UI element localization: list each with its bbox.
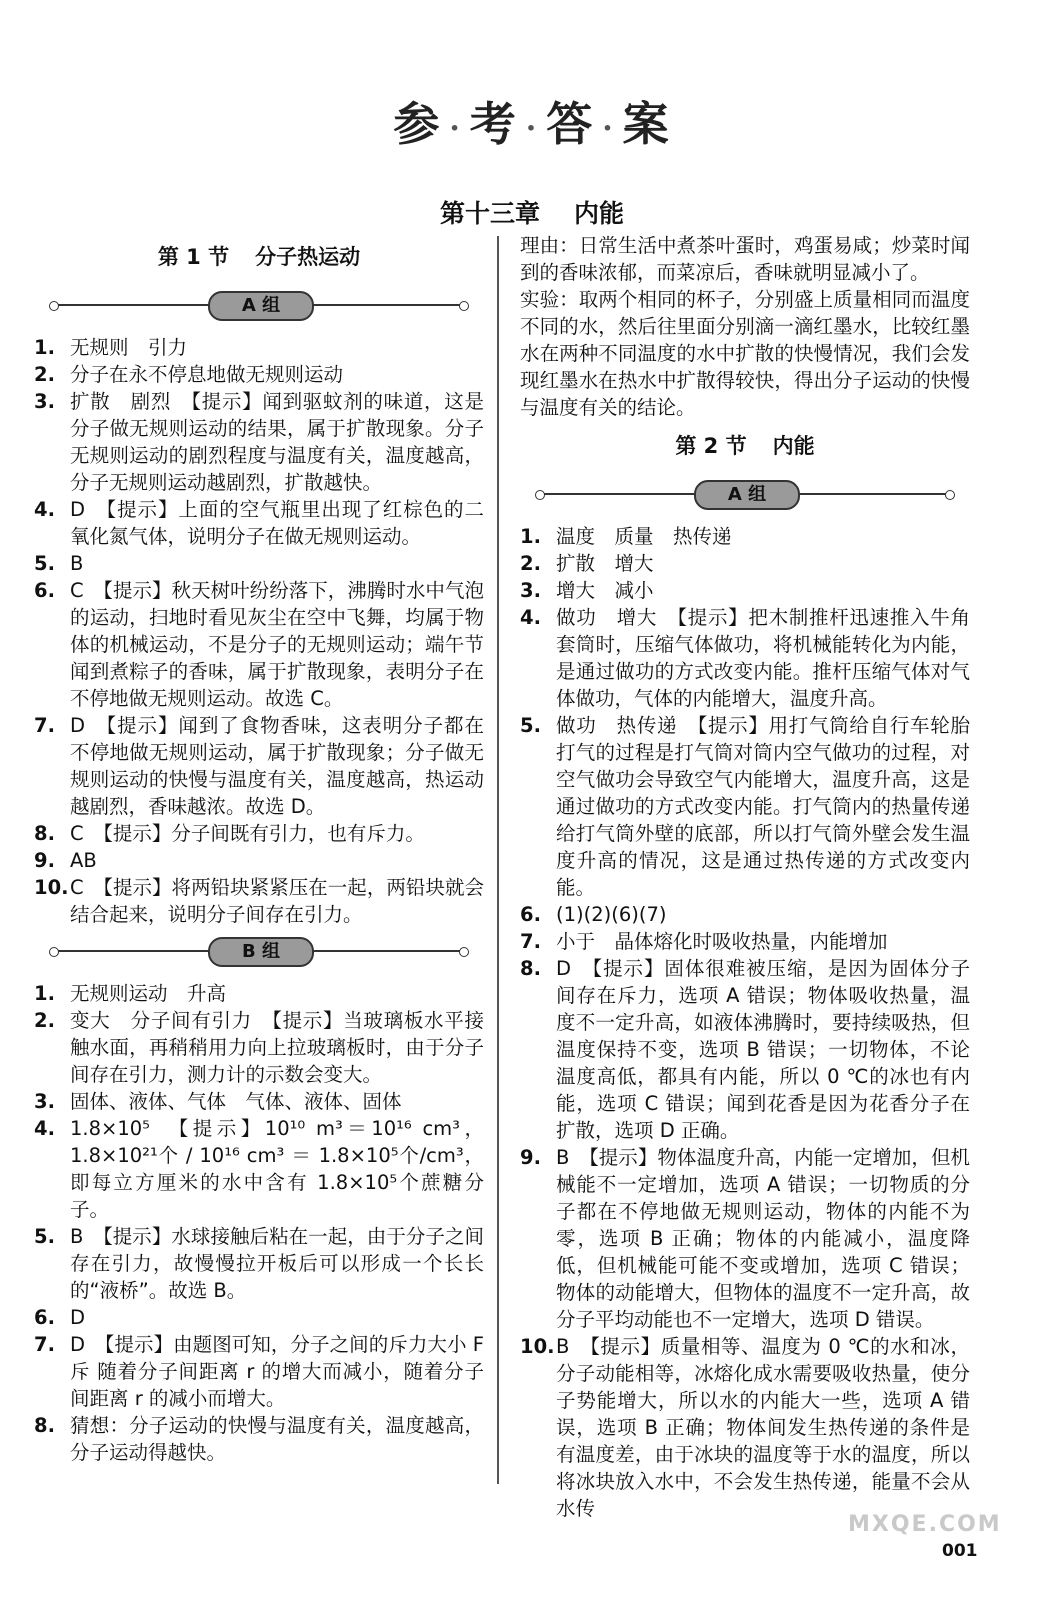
chapter-number: 第十三章 <box>439 199 540 228</box>
right-column <box>520 232 970 1522</box>
watermark: MXQE.COM <box>848 1512 1002 1537</box>
answer-number: 7. <box>520 930 541 953</box>
answer-text: 扩散 增大 <box>556 552 654 575</box>
answer-number: 10. <box>520 1335 555 1358</box>
answer-number: 6. <box>520 903 541 926</box>
answer-number: 7. <box>34 714 55 737</box>
answer-number: 5. <box>34 1225 55 1248</box>
answer-number: 4. <box>34 1117 55 1140</box>
group-label: A 组 <box>694 480 800 510</box>
answer-number: 9. <box>34 849 55 872</box>
answer-item <box>34 577 484 712</box>
group-b-divider <box>34 928 484 972</box>
answer-text: 分子在永不停息地做无规则运动 <box>70 363 344 386</box>
answer-text: C 【提示】分子间既有引力，也有斥力。 <box>70 822 425 845</box>
answer-text: B <box>70 552 84 575</box>
answer-item <box>520 550 970 577</box>
answer-item <box>34 388 484 496</box>
column-divider <box>497 236 499 1484</box>
section-number: 第 2 节 <box>675 434 747 458</box>
answer-number: 3. <box>34 1090 55 1113</box>
answer-number: 3. <box>520 579 541 602</box>
answer-continuation: 实验：取两个相同的杯子，分别盛上质量相同而温度不同的水，然后往里面分别滴一滴红墨水，比较红墨水在两种不同温度的水中扩散的快慢情况，我们会发现红墨水在热水中扩散得较快，得出分子运动的快慢与温度有关的结论。 <box>520 288 970 419</box>
answer-item <box>520 1333 970 1522</box>
answer-text: D 【提示】闻到了食物香味，这表明分子都在不停地做无规则运动，属于扩散现象；分子做无规则运动的快慢与温度有关，温度越高，热运动越剧烈，香味越浓。故选 D。 <box>70 714 484 818</box>
answer-number: 4. <box>34 498 55 521</box>
section-2-heading <box>520 421 970 471</box>
answer-text: C 【提示】秋天树叶纷纷落下，沸腾时水中气泡的运动，扫地时看见灰尘在空中飞舞，均属于物体的机械运动，不是分子的无规则运动；端午节闻到煮粽子的香味，属于扩散现象，表明分子在不停地做无规则运动。故选 C。 <box>70 579 484 710</box>
banner-char: 答 <box>546 97 595 151</box>
answer-text: 变大 分子间有引力 【提示】当玻璃板水平接触水面，再稍稍用力向上拉玻璃板时，由于分子间存在引力，测力计的示数会变大。 <box>70 1009 484 1086</box>
answer-item <box>520 577 970 604</box>
answer-number: 8. <box>34 1414 55 1437</box>
answer-number: 8. <box>34 822 55 845</box>
banner-char: 案 <box>622 97 671 151</box>
answer-item <box>34 1223 484 1304</box>
answer-text: 无规则运动 升高 <box>70 982 227 1005</box>
answer-item <box>520 928 970 955</box>
answer-item <box>34 847 484 874</box>
answer-item <box>34 496 484 550</box>
answer-text: 无规则 引力 <box>70 336 188 359</box>
answer-item <box>34 361 484 388</box>
answer-text: 猜想：分子运动的快慢与温度有关，温度越高，分子运动得越快。 <box>70 1414 484 1464</box>
answer-item <box>520 604 970 712</box>
answer-item <box>34 1088 484 1115</box>
answer-text: 1.8×10⁵ 【提示】10¹⁰ m³＝10¹⁶ cm³，1.8×10²¹个 / 10¹⁶ cm³ ＝ 1.8×10⁵个/cm³，即每立方厘米的水中含有 1.8×10⁵个蔗糖分子。 <box>70 1117 484 1221</box>
answer-number: 6. <box>34 1306 55 1329</box>
answer-text: C 【提示】将两铅块紧紧压在一起，两铅块就会结合起来，说明分子间存在引力。 <box>70 876 484 926</box>
answer-text: D 【提示】固体很难被压缩，是因为固体分子间存在斥力，选项 A 错误；物体吸收热量，温度不一定升高，如液体沸腾时，要持续吸热，但温度保持不变，选项 B 错误；一切物体，不论温度高低，都具有内能，所以 0 ℃的冰也有内能，选项 C 错误；闻到花香是因为花香分子在扩散，选项 D 正确。 <box>556 957 970 1142</box>
answer-item <box>34 1115 484 1223</box>
answer-item <box>34 874 484 928</box>
answer-text: AB <box>70 849 97 872</box>
answer-item <box>34 550 484 577</box>
answer-number: 1. <box>34 336 55 359</box>
answer-item <box>34 820 484 847</box>
answer-item <box>34 980 484 1007</box>
group-a-divider <box>520 471 970 515</box>
answer-number: 9. <box>520 1146 541 1169</box>
answer-item <box>34 1412 484 1466</box>
answer-number: 1. <box>34 982 55 1005</box>
answer-item <box>34 334 484 361</box>
answer-text: 增大 减小 <box>556 579 654 602</box>
banner-dot: · <box>525 110 539 146</box>
group-label: B 组 <box>208 937 314 967</box>
section-name: 内能 <box>772 434 815 458</box>
chapter-name: 内能 <box>574 199 625 228</box>
answer-item <box>34 1331 484 1412</box>
answer-text: D 【提示】由题图可知，分子之间的斥力大小 F斥 随着分子间距离 r 的增大而减小，随着分子间距离 r 的减小而增大。 <box>70 1333 484 1410</box>
answer-number: 5. <box>34 552 55 575</box>
group-a-divider <box>34 282 484 326</box>
answer-text: 温度 质量 热传递 <box>556 525 732 548</box>
answer-number: 5. <box>520 714 541 737</box>
answer-text: 做功 增大 【提示】把木制推杆迅速推入牛角套筒时，压缩气体做功，将机械能转化为内能，是通过做功的方式改变内能。推杆压缩气体对气体做功，气体的内能增大，温度升高。 <box>556 606 970 710</box>
chapter-heading <box>0 194 1064 230</box>
answer-item <box>520 712 970 901</box>
answer-item <box>520 901 970 928</box>
answer-number: 2. <box>34 1009 55 1032</box>
answer-number: 7. <box>34 1333 55 1356</box>
answer-item <box>34 1304 484 1331</box>
answer-number: 10. <box>34 876 69 899</box>
banner-char: 参 <box>393 97 442 151</box>
section-name: 分子热运动 <box>255 245 361 269</box>
answer-text: D <box>70 1306 86 1329</box>
answer-text: 做功 热传递 【提示】用打气筒给自行车轮胎打气的过程是打气筒对筒内空气做功的过程，对空气做功会导致空气内能增大，温度升高，这是通过做功的方式改变内能。打气筒内的热量传递给打气筒外壁的底部，所以打气筒外壁会发生温度升高的情况，这是通过热传递的方式改变内能。 <box>556 714 970 899</box>
answer-number: 6. <box>34 579 55 602</box>
answer-item <box>520 955 970 1144</box>
answer-continuation: 理由：日常生活中煮茶叶蛋时，鸡蛋易咸；炒菜时闻到的香味浓郁，而菜凉后，香味就明显减小了。 <box>520 234 970 284</box>
page-number: 001 <box>942 1541 978 1561</box>
answer-number: 2. <box>34 363 55 386</box>
answer-item <box>34 712 484 820</box>
answer-text: 小于 晶体熔化时吸收热量，内能增加 <box>556 930 888 953</box>
banner-dot: · <box>449 110 462 146</box>
answer-key-banner <box>0 88 1064 154</box>
answer-text: B 【提示】水球接触后粘在一起，由于分子之间存在引力，故慢慢拉开板后可以形成一个长长的“液桥”。故选 B。 <box>70 1225 484 1302</box>
answer-item <box>34 1007 484 1088</box>
answer-text: 固体、液体、气体 气体、液体、固体 <box>70 1090 402 1113</box>
banner-char: 考 <box>469 97 518 151</box>
answer-number: 2. <box>520 552 541 575</box>
answer-item <box>520 523 970 550</box>
answer-item <box>520 1144 970 1333</box>
answer-text: B 【提示】物体温度升高，内能一定增加，但机械能不一定增加，选项 A 错误；一切物质的分子都在不停地做无规则运动，物体的内能不为零，选项 B 正确；物体的内能减小，温度降低，但机械能可能不变或增加，选项 C 错误；物体的动能增大，但物体的温度不一定升高，故分子平均动能也不一定增大，选项 D 错误。 <box>556 1146 970 1331</box>
answer-text: (1)(2)(6)(7) <box>556 903 667 926</box>
answer-text: D 【提示】上面的空气瓶里出现了红棕色的二氧化氮气体，说明分子在做无规则运动。 <box>70 498 484 548</box>
answer-number: 3. <box>34 390 55 413</box>
left-column <box>34 232 484 1466</box>
section-1-heading <box>34 232 484 282</box>
answer-number: 4. <box>520 606 541 629</box>
group-label: A 组 <box>208 291 314 321</box>
answer-number: 1. <box>520 525 541 548</box>
banner-dot: · <box>602 110 615 146</box>
section-number: 第 1 节 <box>157 245 230 269</box>
answer-number: 8. <box>520 957 541 980</box>
answer-text: B 【提示】质量相等、温度为 0 ℃的水和冰，分子动能相等，冰熔化成水需要吸收热量，使分子势能增大，所以水的内能大一些，选项 A 错误，选项 B 正确；物体间发生热传递的条件是有温度差，由于冰块的温度等于水的温度，所以将冰块放入水中，不会发生热传递，能量不会从水传 <box>556 1335 970 1520</box>
answer-text: 扩散 剧烈 【提示】闻到驱蚊剂的味道，这是分子做无规则运动的结果，属于扩散现象。分子无规则运动的剧烈程度与温度有关，温度越高，分子无规则运动越剧烈，扩散越快。 <box>70 390 484 494</box>
